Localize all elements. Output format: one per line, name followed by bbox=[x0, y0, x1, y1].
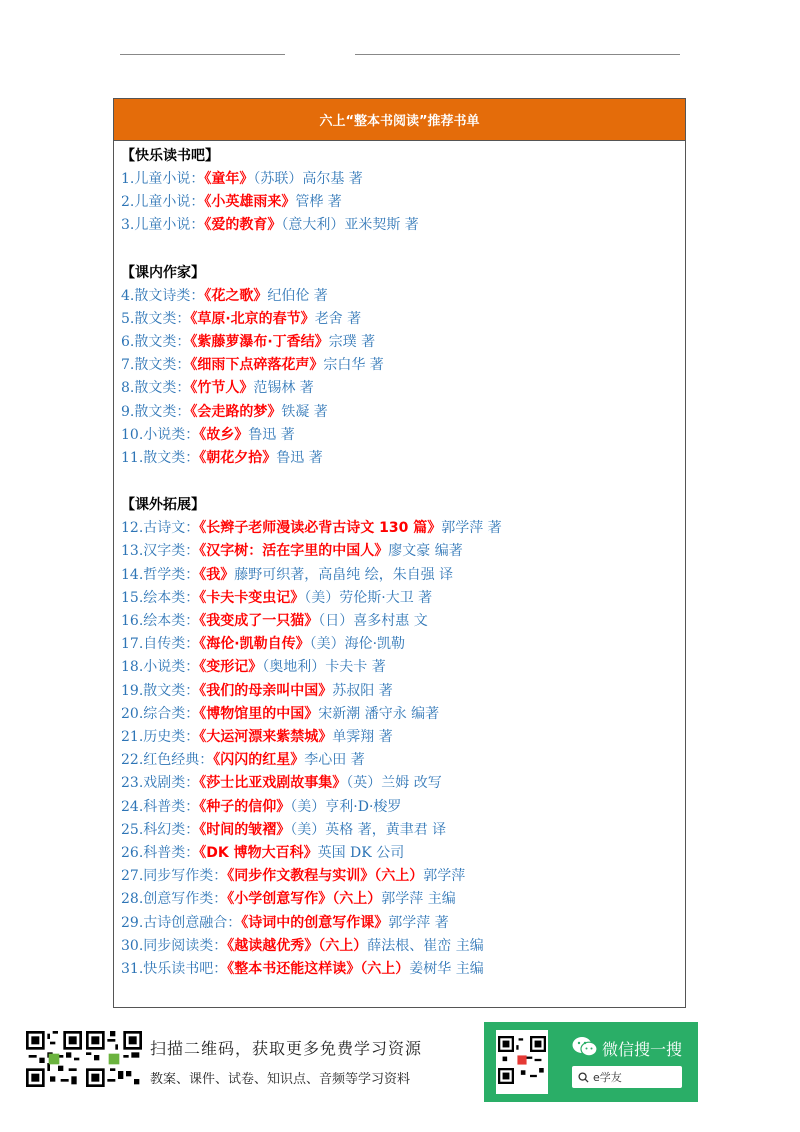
book-title: 《博物馆里的中国》 bbox=[199, 705, 319, 722]
book-title: 《海伦·凯勒自传》 bbox=[199, 636, 310, 653]
section-title: 【快乐读书吧】 bbox=[121, 148, 219, 164]
book-author: 宗白华 著 bbox=[323, 357, 384, 374]
book-list-item bbox=[121, 447, 685, 470]
book-list-item bbox=[121, 819, 685, 842]
book-category: 29.古诗创意融合： bbox=[121, 914, 242, 931]
book-title: 《变形记》 bbox=[199, 659, 263, 676]
book-title: 《长辫子老师漫读必背古诗文 130 篇》 bbox=[199, 520, 442, 537]
book-category: 18.小说类： bbox=[121, 659, 200, 676]
book-category: 8.散文类： bbox=[121, 380, 191, 397]
book-title: 《竹节人》 bbox=[190, 380, 254, 397]
book-author: （美）英格 著，黄聿君 译 bbox=[290, 821, 447, 838]
wechat-qr-code[interactable] bbox=[496, 1030, 548, 1094]
book-list-item bbox=[121, 540, 685, 563]
book-title: 《同步作文教程与实训》（六上） bbox=[227, 868, 424, 885]
book-list-item bbox=[121, 958, 685, 981]
book-title: 《会走路的梦》 bbox=[190, 403, 282, 420]
book-author: 老舍 著 bbox=[314, 310, 362, 327]
book-author: 宗璞 著 bbox=[328, 334, 376, 351]
book-title: 《闪闪的红星》 bbox=[213, 752, 305, 769]
top-rule-left bbox=[120, 54, 285, 55]
book-title: 《DK 博物大百科》 bbox=[199, 845, 318, 862]
book-category: 4.散文诗类： bbox=[121, 287, 205, 304]
book-author: （美）亨利·D·梭罗 bbox=[290, 798, 402, 815]
footer-resources-text: 教案、课件、试卷、知识点、音频等学习资料 bbox=[150, 1072, 411, 1087]
book-category: 6.散文类： bbox=[121, 334, 191, 351]
book-list-item bbox=[121, 285, 685, 308]
book-title: 《时间的皱褶》 bbox=[199, 821, 291, 838]
book-author: 管桦 著 bbox=[295, 194, 342, 211]
book-author: 郭学萍 著 bbox=[441, 520, 502, 537]
book-author: （美）劳伦斯·大卫 著 bbox=[304, 589, 433, 606]
book-list-item bbox=[121, 564, 685, 587]
book-category: 3.儿童小说： bbox=[121, 217, 205, 234]
book-list-item bbox=[121, 935, 685, 958]
book-category: 25.科幻类： bbox=[121, 821, 200, 838]
book-title: 《我们的母亲叫中国》 bbox=[199, 682, 333, 699]
book-author: （苏联）高尔基 著 bbox=[253, 171, 363, 187]
book-list-item bbox=[121, 888, 685, 911]
book-category: 31.快乐读书吧： bbox=[121, 961, 228, 978]
book-list-item bbox=[121, 610, 685, 633]
book-category: 11.散文类： bbox=[121, 450, 200, 467]
book-author: 廖文豪 编著 bbox=[388, 543, 463, 560]
book-list-item bbox=[121, 377, 685, 400]
book-list-item bbox=[121, 424, 685, 447]
book-list-item bbox=[121, 331, 685, 354]
booklist-title: 六上“整本书阅读”推荐书单 bbox=[114, 99, 685, 141]
book-category: 12.古诗文： bbox=[121, 520, 200, 537]
book-author: 铁凝 著 bbox=[281, 403, 328, 420]
wechat-search-banner[interactable] bbox=[484, 1022, 698, 1102]
book-category: 13.汉字类： bbox=[121, 543, 200, 560]
wechat-search-title: 微信搜一搜 bbox=[602, 1040, 683, 1059]
book-category: 10.小说类： bbox=[121, 426, 200, 443]
book-author: （奥地利）卡夫卡 著 bbox=[262, 659, 386, 676]
book-title: 《卡夫卡变虫记》 bbox=[199, 589, 305, 606]
booklist-body bbox=[114, 141, 685, 981]
book-category: 19.散文类： bbox=[121, 682, 200, 699]
book-title: 《诗词中的创意写作课》 bbox=[241, 914, 389, 931]
book-category: 22.红色经典： bbox=[121, 752, 214, 769]
book-list-item bbox=[121, 703, 685, 726]
book-list-item bbox=[121, 354, 685, 377]
book-title: 《花之歌》 bbox=[204, 287, 268, 304]
book-list-item bbox=[121, 214, 685, 237]
book-category: 16.绘本类： bbox=[121, 613, 200, 630]
book-author: （美）海伦·凯勒 bbox=[309, 636, 406, 653]
book-title: 《童年》 bbox=[204, 171, 254, 187]
book-author: 郭学萍 bbox=[423, 868, 466, 885]
book-list-item bbox=[121, 726, 685, 749]
book-author: （意大利）亚米契斯 著 bbox=[281, 217, 419, 234]
book-list-item bbox=[121, 796, 685, 819]
book-list-item bbox=[121, 865, 685, 888]
book-category: 15.绘本类： bbox=[121, 589, 200, 606]
wechat-search-input[interactable] bbox=[572, 1066, 682, 1088]
book-list-item bbox=[121, 517, 685, 540]
book-list-item bbox=[121, 680, 685, 703]
book-category: 28.创意写作类： bbox=[121, 891, 228, 908]
book-list-item bbox=[121, 401, 685, 424]
book-author: 范锡林 著 bbox=[253, 380, 314, 397]
book-author: （英）兰姆 改写 bbox=[346, 775, 442, 792]
book-author: 英国 DK 公司 bbox=[317, 845, 405, 862]
book-title: 《小英雄雨来》 bbox=[204, 194, 296, 211]
book-list-item bbox=[121, 587, 685, 610]
book-category: 24.科普类： bbox=[121, 798, 200, 815]
book-author: 李心田 著 bbox=[304, 752, 365, 769]
book-category: 14.哲学类： bbox=[121, 566, 200, 583]
booklist-section bbox=[121, 262, 685, 471]
book-category: 23.戏剧类： bbox=[121, 775, 200, 792]
book-author: 藤野可织著，高畠纯 绘，朱自强 译 bbox=[234, 566, 454, 583]
wechat-search-keyword: e学友 bbox=[593, 1071, 622, 1084]
footer-scan-text: 扫描二维码，获取更多免费学习资源 bbox=[150, 1039, 423, 1058]
book-list-item bbox=[121, 191, 685, 214]
book-title: 《爱的教育》 bbox=[204, 217, 282, 234]
book-title: 《细雨下点碎落花声》 bbox=[190, 357, 324, 374]
book-author: 单霁翔 著 bbox=[332, 729, 393, 746]
qr-code-left[interactable] bbox=[26, 1030, 82, 1088]
section-title: 【课内作家】 bbox=[121, 264, 205, 281]
book-author: 纪伯伦 著 bbox=[267, 287, 328, 304]
top-rule-right bbox=[355, 54, 680, 55]
book-category: 1.儿童小说： bbox=[121, 171, 205, 187]
qr-code-right[interactable] bbox=[86, 1030, 142, 1088]
book-author: 郭学萍 著 bbox=[388, 914, 449, 931]
book-title: 《草原·北京的春节》 bbox=[190, 310, 315, 327]
book-author: 苏叔阳 著 bbox=[332, 682, 393, 699]
book-title: 《我》 bbox=[199, 566, 235, 583]
book-title: 《越读越优秀》（六上） bbox=[227, 937, 368, 954]
book-list-item bbox=[121, 308, 685, 331]
booklist-section bbox=[121, 145, 685, 238]
book-list-item bbox=[121, 749, 685, 772]
book-category: 27.同步写作类： bbox=[121, 868, 228, 885]
book-category: 20.综合类： bbox=[121, 705, 200, 722]
book-title: 《整本书还能这样读》（六上） bbox=[227, 961, 410, 978]
book-title: 《莎士比亚戏剧故事集》 bbox=[199, 775, 347, 792]
book-category: 2.儿童小说： bbox=[121, 194, 205, 211]
book-author: 宋新潮 潘守永 编著 bbox=[318, 705, 440, 722]
book-title: 《小学创意写作》（六上） bbox=[227, 891, 382, 908]
book-category: 17.自传类： bbox=[121, 636, 200, 653]
booklist-panel bbox=[113, 98, 686, 1008]
book-list-item bbox=[121, 656, 685, 679]
book-category: 5.散文类： bbox=[121, 310, 191, 327]
book-list-item bbox=[121, 912, 685, 935]
book-category: 21.历史类： bbox=[121, 729, 200, 746]
book-author: 薛法根、崔峦 主编 bbox=[367, 937, 484, 954]
book-title: 《种子的信仰》 bbox=[199, 798, 291, 815]
book-author: （日）喜多村惠 文 bbox=[318, 613, 428, 630]
booklist-section bbox=[121, 494, 685, 981]
book-category: 26.科普类： bbox=[121, 845, 200, 862]
book-title: 《我变成了一只猫》 bbox=[199, 613, 319, 630]
book-author: 姜树华 主编 bbox=[409, 961, 484, 978]
book-author: 鲁迅 著 bbox=[248, 426, 295, 443]
book-list-item bbox=[121, 842, 685, 865]
search-icon bbox=[578, 1072, 589, 1083]
book-title: 《紫藤萝瀑布·丁香结》 bbox=[190, 334, 329, 351]
book-author: 鲁迅 著 bbox=[276, 450, 323, 467]
book-title: 《大运河漂来紫禁城》 bbox=[199, 729, 333, 746]
book-author: 郭学萍 主编 bbox=[381, 891, 456, 908]
book-title: 《朝花夕拾》 bbox=[199, 450, 277, 467]
wechat-logo-icon bbox=[572, 1036, 598, 1058]
section-title: 【课外拓展】 bbox=[121, 497, 205, 514]
book-category: 30.同步阅读类： bbox=[121, 937, 228, 954]
book-list-item bbox=[121, 772, 685, 795]
book-category: 7.散文类： bbox=[121, 357, 191, 374]
book-list-item bbox=[121, 168, 685, 191]
book-list-item bbox=[121, 633, 685, 656]
book-title: 《汉字树：活在字里的中国人》 bbox=[199, 543, 389, 560]
book-title: 《故乡》 bbox=[199, 426, 249, 443]
book-category: 9.散文类： bbox=[121, 403, 191, 420]
